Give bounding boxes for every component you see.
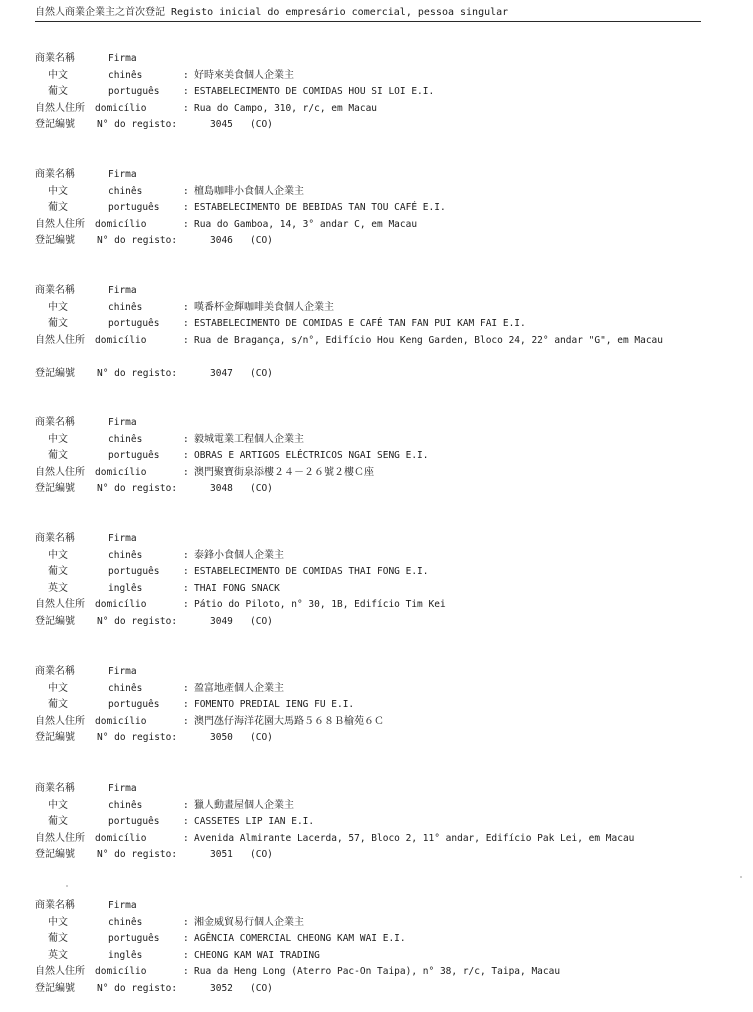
colon: : (183, 450, 189, 461)
firma-label-pt: Firma (108, 169, 137, 180)
chinese-name-value: 好時來美食個人企業主 (194, 69, 294, 81)
firma-label-zh: 商業名稱 (35, 417, 75, 428)
registo-number: 3048 (210, 483, 233, 494)
chinese-name-row (35, 915, 735, 932)
domicile-row (35, 831, 735, 848)
domicile-row (35, 217, 735, 234)
registo-number: 3046 (210, 235, 233, 246)
registo-number: 3051 (210, 849, 233, 860)
portuguese-label-pt: português (108, 566, 160, 577)
chinese-label-pt: chinês (108, 549, 143, 561)
firma-label-pt: Firma (108, 53, 137, 64)
portuguese-name-row (35, 448, 735, 465)
registo-label-pt: N° do registo: (97, 367, 178, 379)
firma-label-zh: 商業名稱 (35, 533, 75, 544)
chinese-label-pt: chinês (108, 799, 143, 811)
domicile-label-zh: 自然人住所 (35, 715, 85, 727)
portuguese-label-zh: 葡文 (48, 450, 68, 461)
chinese-name-row (35, 68, 735, 85)
colon: : (183, 949, 189, 961)
domicile-row (35, 714, 735, 731)
english-label-pt: inglês (108, 949, 143, 961)
chinese-label-zh: 中文 (48, 433, 68, 445)
portuguese-name-row (35, 564, 735, 581)
chinese-name-value: 湘金威貿易行個人企業主 (194, 916, 304, 928)
registo-label-pt: N° do registo: (97, 982, 178, 994)
chinese-name-value: 檀島咖啡小食個人企業主 (194, 185, 304, 197)
colon: : (183, 916, 189, 928)
registo-label-zh: 登記編號 (35, 235, 75, 246)
registo-row (35, 614, 735, 631)
registo-suffix: (CO) (250, 235, 273, 246)
portuguese-name-row (35, 200, 735, 217)
english-name-row (35, 948, 735, 965)
registo-row (35, 981, 735, 998)
firma-row (35, 898, 735, 915)
firma-label-zh: 商業名稱 (35, 53, 75, 64)
portuguese-label-zh: 葡文 (48, 933, 68, 944)
colon: : (183, 933, 189, 944)
colon: : (183, 582, 189, 594)
chinese-label-pt: chinês (108, 301, 143, 313)
registo-label-zh: 登記編號 (35, 367, 75, 379)
english-label-zh: 英文 (48, 582, 68, 594)
english-label-zh: 英文 (48, 949, 68, 961)
chinese-name-row (35, 432, 735, 449)
portuguese-name-value: ESTABELECIMENTO DE COMIDAS HOU SI LOI E.I. (194, 86, 435, 97)
portuguese-name-row (35, 84, 735, 101)
domicile-label-pt: domicílio (95, 832, 147, 844)
portuguese-label-zh: 葡文 (48, 699, 68, 710)
registration-entry (35, 664, 735, 747)
registo-row (35, 481, 735, 498)
registration-entry (35, 283, 735, 382)
english-name-row (35, 581, 735, 598)
portuguese-name-value: OBRAS E ARTIGOS ELÉCTRICOS NGAI SENG E.I. (194, 450, 429, 461)
portuguese-label-pt: português (108, 933, 160, 944)
page-header (35, 5, 701, 22)
chinese-name-value: 獵人動畫屋個人企業主 (194, 799, 294, 811)
chinese-name-row (35, 300, 735, 317)
colon: : (183, 318, 189, 329)
header-title-pt: Registo inicial do empresário comercial, pessoa singular (171, 7, 509, 18)
registo-label-pt: N° do registo: (97, 235, 178, 246)
colon: : (183, 301, 189, 313)
registo-suffix: (CO) (250, 615, 273, 627)
domicile-value: Pátio do Piloto, n° 30, 1B, Edifício Tim Kei (194, 599, 446, 610)
registration-entry (35, 167, 735, 250)
registo-number: 3045 (210, 119, 233, 130)
english-label-pt: inglês (108, 582, 143, 594)
chinese-name-row (35, 184, 735, 201)
colon: : (183, 566, 189, 577)
colon: : (183, 86, 189, 97)
domicile-label-zh: 自然人住所 (35, 466, 85, 478)
domicile-row (35, 101, 735, 118)
registo-number: 3049 (210, 615, 233, 627)
firma-label-zh: 商業名稱 (35, 783, 75, 794)
portuguese-name-value: FOMENTO PREDIAL IENG FU E.I. (194, 699, 355, 710)
firma-label-zh: 商業名稱 (35, 666, 75, 677)
domicile-value: Rua do Campo, 310, r/c, em Macau (194, 102, 378, 114)
domicile-value: 澳門聚寶街泉添樓２４－２６號２樓Ｃ座 (194, 466, 374, 478)
registo-suffix: (CO) (250, 483, 273, 494)
colon: : (183, 433, 189, 445)
registration-entry (35, 898, 735, 997)
registo-row (35, 366, 735, 383)
registo-label-pt: N° do registo: (97, 483, 178, 494)
domicile-label-pt: domicílio (95, 334, 147, 346)
registo-label-pt: N° do registo: (97, 119, 178, 130)
registo-row (35, 117, 735, 134)
firma-row (35, 167, 735, 184)
domicile-label-zh: 自然人住所 (35, 832, 85, 844)
colon: : (183, 185, 189, 197)
chinese-name-row (35, 798, 735, 815)
registo-number: 3047 (210, 367, 233, 379)
portuguese-label-pt: português (108, 86, 160, 97)
portuguese-label-pt: português (108, 699, 160, 710)
registration-entry (35, 781, 735, 864)
domicile-value: Avenida Almirante Lacerda, 57, Bloco 2, 11° andar, Edifício Pak Lei, em Macau (194, 832, 635, 844)
registo-number: 3052 (210, 982, 233, 994)
portuguese-name-value: ESTABELECIMENTO DE COMIDAS THAI FONG E.I. (194, 566, 429, 577)
chinese-label-zh: 中文 (48, 69, 68, 81)
registo-label-zh: 登記編號 (35, 615, 75, 627)
portuguese-label-pt: português (108, 202, 160, 213)
colon: : (183, 816, 189, 827)
firma-label-zh: 商業名稱 (35, 169, 75, 180)
chinese-label-zh: 中文 (48, 185, 68, 197)
portuguese-name-row (35, 697, 735, 714)
chinese-name-row (35, 681, 735, 698)
domicile-value: Rua do Gamboa, 14, 3° andar C, em Macau (194, 218, 418, 230)
colon: : (183, 69, 189, 81)
chinese-label-pt: chinês (108, 185, 143, 197)
chinese-label-zh: 中文 (48, 549, 68, 561)
portuguese-label-pt: português (108, 450, 160, 461)
colon: : (183, 102, 189, 114)
registo-label-pt: N° do registo: (97, 732, 178, 743)
registo-label-pt: N° do registo: (97, 849, 178, 860)
registo-number: 3050 (210, 732, 233, 743)
registo-suffix: (CO) (250, 119, 273, 130)
chinese-label-pt: chinês (108, 682, 143, 694)
colon: : (183, 549, 189, 561)
colon: : (183, 799, 189, 811)
scan-speck (740, 876, 742, 878)
colon: : (183, 599, 189, 610)
firma-label-pt: Firma (108, 666, 137, 677)
registo-label-zh: 登記編號 (35, 849, 75, 860)
registration-entry (35, 415, 735, 498)
registo-label-zh: 登記編號 (35, 483, 75, 494)
portuguese-label-zh: 葡文 (48, 202, 68, 213)
registo-suffix: (CO) (250, 982, 273, 994)
colon: : (183, 334, 189, 346)
portuguese-name-row (35, 931, 735, 948)
colon: : (183, 699, 189, 710)
firma-label-zh: 商業名稱 (35, 285, 75, 296)
header-title-zh: 自然人商業企業主之首次登記 (35, 7, 165, 18)
portuguese-name-row (35, 316, 735, 333)
firma-label-pt: Firma (108, 285, 137, 296)
portuguese-name-value: ESTABELECIMENTO DE BEBIDAS TAN TOU CAFÉ E.I. (194, 202, 446, 213)
chinese-label-pt: chinês (108, 433, 143, 445)
registo-label-zh: 登記編號 (35, 119, 75, 130)
chinese-label-pt: chinês (108, 916, 143, 928)
portuguese-label-pt: português (108, 816, 160, 827)
domicile-label-pt: domicílio (95, 102, 147, 114)
domicile-value: 澳門氹仔海洋花園大馬路５６８Ｂ榆苑６Ｃ (194, 715, 384, 727)
colon: : (183, 715, 189, 727)
portuguese-name-row (35, 814, 735, 831)
registration-entry (35, 531, 735, 630)
registo-suffix: (CO) (250, 732, 273, 743)
registration-entry (35, 51, 735, 134)
colon: : (183, 466, 189, 478)
domicile-label-zh: 自然人住所 (35, 599, 85, 610)
domicile-label-zh: 自然人住所 (35, 102, 85, 114)
domicile-row (35, 964, 735, 981)
chinese-name-value: 嘆番杯金輝咖啡美食個人企業主 (194, 301, 334, 313)
chinese-label-pt: chinês (108, 69, 143, 81)
firma-label-pt: Firma (108, 783, 137, 794)
domicile-label-pt: domicílio (95, 715, 147, 727)
domicile-label-zh: 自然人住所 (35, 966, 85, 977)
colon: : (183, 966, 189, 977)
domicile-label-zh: 自然人住所 (35, 218, 85, 230)
scan-speck (66, 885, 68, 887)
domicile-row (35, 465, 735, 482)
registo-row (35, 730, 735, 747)
domicile-label-pt: domicílio (95, 218, 147, 230)
firma-row (35, 781, 735, 798)
firma-label-pt: Firma (108, 533, 137, 544)
english-name-value: THAI FONG SNACK (194, 582, 280, 594)
registo-row (35, 847, 735, 864)
firma-label-pt: Firma (108, 900, 137, 911)
colon: : (183, 682, 189, 694)
portuguese-label-pt: português (108, 318, 160, 329)
chinese-label-zh: 中文 (48, 799, 68, 811)
firma-label-pt: Firma (108, 417, 137, 428)
domicile-label-zh: 自然人住所 (35, 334, 85, 346)
registo-label-pt: N° do registo: (97, 615, 178, 627)
domicile-value: Rua de Bragança, s/n°, Edifício Hou Keng Garden, Bloco 24, 22° andar "G", em Macau (194, 334, 663, 346)
domicile-label-pt: domicílio (95, 966, 147, 977)
domicile-value: Rua da Heng Long (Aterro Pac-On Taipa), n° 38, r/c, Taipa, Macau (194, 966, 561, 977)
firma-row (35, 531, 735, 548)
registo-suffix: (CO) (250, 849, 273, 860)
portuguese-label-zh: 葡文 (48, 566, 68, 577)
firma-row (35, 51, 735, 68)
chinese-name-value: 毅城電業工程個人企業主 (194, 433, 304, 445)
portuguese-label-zh: 葡文 (48, 318, 68, 329)
firma-row (35, 415, 735, 432)
chinese-name-value: 泰鋒小食個人企業主 (194, 549, 284, 561)
chinese-name-row (35, 548, 735, 565)
registo-suffix: (CO) (250, 367, 273, 379)
colon: : (183, 202, 189, 213)
portuguese-name-value: CASSETES LIP IAN E.I. (194, 816, 315, 827)
portuguese-label-zh: 葡文 (48, 86, 68, 97)
colon: : (183, 218, 189, 230)
domicile-row (35, 597, 735, 614)
firma-row (35, 283, 735, 300)
chinese-label-zh: 中文 (48, 301, 68, 313)
portuguese-label-zh: 葡文 (48, 816, 68, 827)
registo-label-zh: 登記編號 (35, 982, 75, 994)
chinese-label-zh: 中文 (48, 916, 68, 928)
domicile-label-pt: domicílio (95, 599, 147, 610)
firma-label-zh: 商業名稱 (35, 900, 75, 911)
portuguese-name-value: ESTABELECIMENTO DE COMIDAS E CAFÉ TAN FAN PUI KAM FAI E.I. (194, 318, 526, 329)
registo-label-zh: 登記編號 (35, 732, 75, 743)
domicile-row (35, 333, 735, 366)
chinese-name-value: 盈富地產個人企業主 (194, 682, 284, 694)
registo-row (35, 233, 735, 250)
portuguese-name-value: AGÊNCIA COMERCIAL CHEONG KAM WAI E.I. (194, 933, 406, 944)
colon: : (183, 832, 189, 844)
firma-row (35, 664, 735, 681)
english-name-value: CHEONG KAM WAI TRADING (194, 949, 320, 961)
chinese-label-zh: 中文 (48, 682, 68, 694)
domicile-label-pt: domicílio (95, 466, 147, 478)
